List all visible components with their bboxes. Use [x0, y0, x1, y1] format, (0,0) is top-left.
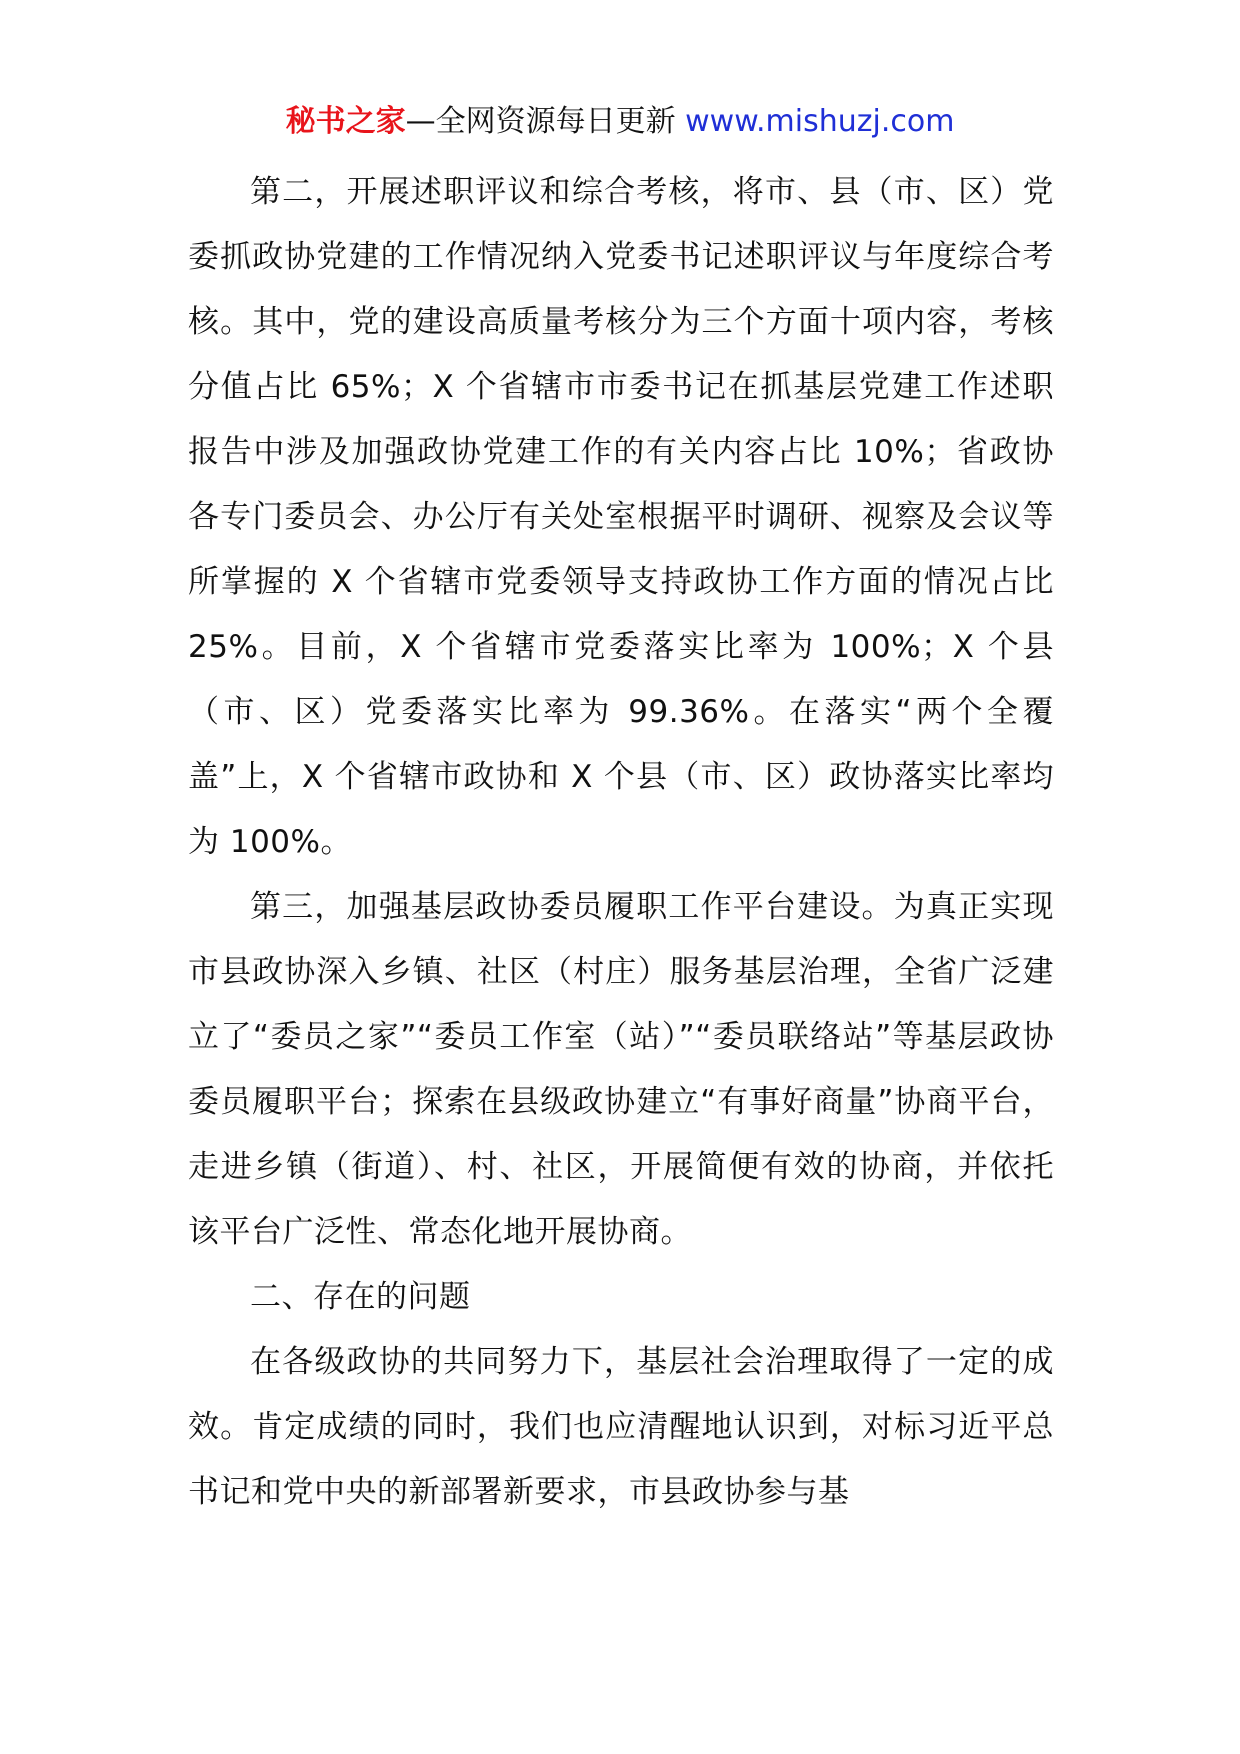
paragraph-problems-intro: 在各级政协的共同努力下，基层社会治理取得了一定的成效。肯定成绩的同时，我们也应清醒地认识到，对标习近平总书记和党中央的新部署新要求，市县政协参与基: [188, 1344, 1054, 1510]
section-heading-problems: 二、存在的问题: [250, 1279, 471, 1315]
document-body: [188, 160, 1054, 1525]
website-link[interactable]: www.mishuzj.com: [685, 104, 955, 139]
paragraph-second-point: 第二，开展述职评议和综合考核，将市、县（市、区）党委抓政协党建的工作情况纳入党委书记述职评议与年度综合考核。其中，党的建设高质量考核分为三个方面十项内容，考核分值占比 65%；X 个省辖市市委书记在抓基层党建工作述职报告中涉及加强政协党建工作的有关内容占比 10%；省政协各专门委员会、办公厅有关处室根据平时调研、视察及会议等所掌握的 X 个省辖市党委领导支持政协工作方面的情况占比 25%。目前，X 个省辖市党委落实比率为 100%；X 个县（市、区）党委落实比率为 99.36%。在落实“两个全覆盖”上，X 个省辖市政协和 X 个县（市、区）政协落实比率均为 100%。: [188, 174, 1054, 860]
page-header: [0, 100, 1240, 144]
paragraph-third-point: 第三，加强基层政协委员履职工作平台建设。为真正实现市县政协深入乡镇、社区（村庄）服务基层治理，全省广泛建立了“委员之家”“委员工作室（站）”“委员联络站”等基层政协委员履职平台；探索在县级政协建立“有事好商量”协商平台，走进乡镇（街道）、村、社区，开展简便有效的协商，并依托该平台广泛性、常态化地开展协商。: [188, 889, 1054, 1250]
header-tagline: —全网资源每日更新: [405, 104, 686, 139]
brand-name: 秘书之家: [285, 104, 406, 139]
